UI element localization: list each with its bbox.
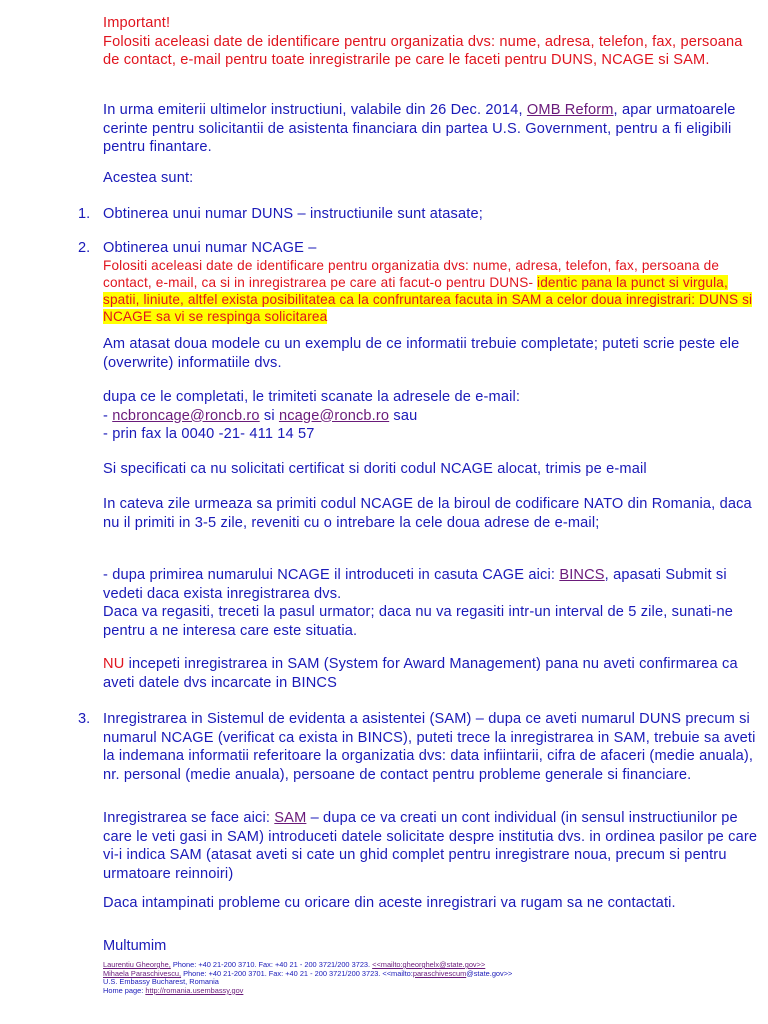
bincs-followup: Daca va regasiti, treceti la pasul urmator; daca nu va regasiti intr-un interval de 5 zile, sunati-ne pentru a ne interesa care este situatia.: [103, 604, 734, 639]
bincs-text-before: - dupa primirea numarului NCAGE il introduceti in casuta CAGE aici:: [103, 567, 560, 583]
item2-warning-text: Folositi aceleasi date de identificare pentru organizatia dvs: nume, adresa, telefon, fax, persoana de contact, e-mail, ca si in inregistrarea pe care ati facut-o pentru DUNS-: [103, 258, 720, 290]
footer-mail-domain: @state.gov>>: [466, 968, 513, 978]
contact-footer: [103, 961, 703, 995]
footer-mail-paraschivescu[interactable]: paraschivescum: [412, 968, 467, 978]
item3-number: 3.: [78, 711, 91, 727]
email-separator: si: [259, 407, 279, 424]
thanks-text: Multumim: [103, 938, 167, 954]
bincs-link[interactable]: BINCS: [559, 567, 605, 583]
send-paragraph: [103, 388, 758, 444]
sam-link[interactable]: SAM: [274, 810, 307, 826]
footer-name-gheorghe[interactable]: Laurentiu Gheorghe,: [103, 960, 171, 969]
bincs-text-after: , apasati Submit si vedeti daca exista inregistrarea dvs.: [103, 567, 727, 602]
footer-contact-2: Phone: +40 21-200 3701. Fax: +40 21 - 200 3721/200 3723. <<mailto:: [181, 968, 413, 978]
footer-contact-1: Phone: +40 21-200 3710. Fax: +40 21 - 200 3721/200 3723.: [170, 960, 373, 969]
important-text: Folositi aceleasi date de identificare pentru organizatia dvs: nume, adresa, telefon, fax, persoana de contact, e-mail pentru toate inregistrarile pe care le faceti pentru DUNS, NCAGE si SAM.: [103, 33, 743, 69]
bincs-line: [103, 566, 758, 603]
email-link-ncbroncage[interactable]: ncbroncage@roncb.ro: [112, 407, 260, 424]
footer-line-4: [103, 987, 703, 996]
nu-paragraph: [103, 655, 758, 692]
nu-word: NU: [103, 656, 125, 672]
omb-reform-link[interactable]: OMB Reform: [526, 102, 614, 118]
sam-text-after: – dupa ce va creati un cont individual (in sensul instructiunilor pe care le veti gasi in SAM) introduceti datele solicitate despre institutia dvs. in ordinea pasilor pe care vi-i indica SAM (atasat aveti si cate un ghid complet pentru inregistrare noua, precum si pentru urmatoare reinnoiri): [103, 810, 758, 882]
specify-paragraph: Si specificati ca nu solicitati certificat si doriti codul NCAGE alocat, trimis pe e-mail: [103, 461, 647, 477]
problems-paragraph: Daca intampinati probleme cu oricare din aceste inregistrari va rugam sa ne contactati.: [103, 895, 676, 911]
email-link-ncage[interactable]: ncage@roncb.ro: [278, 407, 390, 424]
footer-mail-gheorghe[interactable]: <<mailto:gheorghelx@state.gov>>: [372, 960, 486, 969]
acestea-heading: Acestea sunt:: [103, 170, 194, 186]
item1-text: Obtinerea unui numar DUNS – instructiunile sunt atasate;: [103, 206, 483, 222]
footer-homepage-label: Home page:: [103, 985, 146, 995]
intro-text-after: , apar urmatoarele cerinte pentru solicitantii de asistenta financiara din partea U.S. Government, pentru a fi eligibili pentru finantare.: [103, 102, 736, 156]
bincs-paragraph: [103, 566, 758, 640]
email-prefix: -: [103, 407, 113, 424]
important-title: Important!: [103, 15, 171, 31]
email-suffix: sau: [389, 407, 418, 424]
sam-paragraph: [103, 809, 758, 883]
intro-text-before: In urma emiterii ultimelor instructiuni, valabile din 26 Dec. 2014,: [103, 102, 527, 118]
footer-homepage-link[interactable]: http://romania.usembassy.gov: [145, 985, 244, 995]
sam-text-before: Inregistrarea se face aici:: [103, 810, 275, 826]
item3-text: Inregistrarea in Sistemul de evidenta a asistentei (SAM) – dupa ce aveti numarul DUNS precum si numarul NCAGE (verificat ca exista in BINCS), puteti trece la inregistrarea in SAM, trebuie sa aveti la indemana informatii referitoare la organizatia dvs: data infiintarii, cifra de afaceri (medie anuala), nr. personal (medie anuala), persoane de contact pentru probleme generale si financiare.: [103, 711, 756, 783]
send-text: dupa ce le completati, le trimiteti scanate la adresele de e-mail:: [103, 389, 521, 405]
email-line: [103, 407, 758, 426]
item2-heading: Obtinerea unui numar NCAGE –: [103, 240, 317, 256]
models-paragraph: Am atasat doua modele cu un exemplu de ce informatii trebuie completate; puteti scrie peste ele (overwrite) informatiile dvs.: [103, 336, 740, 371]
item1-number: 1.: [78, 206, 91, 222]
item2-number: 2.: [78, 240, 91, 256]
item2-warning-highlight: identic pana la punct si virgula, spatii, liniute, altfel exista posibilitatea ca la confruntarea facuta in SAM a celor doua inregistrari: DUNS si NCAGE sa vi se respinga solicitarea: [103, 275, 753, 324]
important-notice: [103, 14, 758, 70]
footer-line-3: U.S. Embassy Bucharest, Romania: [103, 977, 219, 987]
fax-line: - prin fax la 0040 -21- 411 14 57: [103, 426, 315, 443]
nu-text: incepeti inregistrarea in SAM (System for Award Management) pana nu aveti confirmarea ca aveti datele dvs incarcate in BINCS: [103, 656, 738, 691]
intro-paragraph: [103, 101, 758, 157]
days-paragraph: In cateva zile urmeaza sa primiti codul NCAGE de la biroul de codificare NATO din Romania, daca nu il primiti in 3-5 zile, reveniti cu o intrebare la cele doua adrese de e-mail;: [103, 496, 752, 531]
item2-warning: [103, 257, 758, 325]
footer-name-paraschivescu[interactable]: Mihaela Paraschivescu,: [103, 968, 182, 978]
